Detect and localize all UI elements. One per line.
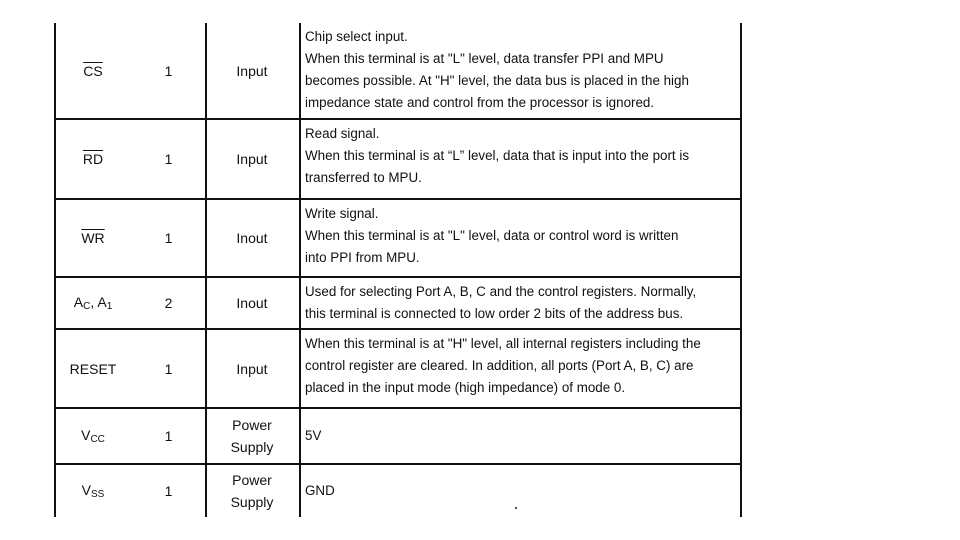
description-line: 5V xyxy=(305,428,322,443)
signal-name-cell xyxy=(54,409,132,463)
table-row xyxy=(54,23,742,118)
pin-description-table xyxy=(54,23,742,517)
signal-name-cell xyxy=(54,278,132,328)
io-type-label: Supply xyxy=(230,439,274,455)
pin-count: 1 xyxy=(164,483,173,499)
description-line: GND xyxy=(305,483,335,498)
io-type-label: Supply xyxy=(230,494,274,510)
io-type xyxy=(205,278,299,328)
io-type xyxy=(205,120,299,198)
table-row xyxy=(54,330,742,407)
description-line: impedance state and control from the processor is ignored. xyxy=(305,95,655,110)
io-type xyxy=(205,23,299,118)
io-type-label: Input xyxy=(236,62,268,79)
description-line: When this terminal is at "H" level, all internal registers including the xyxy=(305,336,701,351)
signal-name-cell xyxy=(54,465,132,517)
io-type xyxy=(205,330,299,407)
pin-count: 1 xyxy=(164,230,173,246)
io-type-label: Inout xyxy=(236,295,268,311)
io-type-label: Input xyxy=(236,360,268,377)
signal-name: $V_{CC}$ xyxy=(81,427,105,445)
signal-name: $\overline{CS}$ xyxy=(83,62,103,79)
io-type-label: Inout xyxy=(236,230,268,246)
description-line: into PPI from MPU. xyxy=(305,250,420,265)
io-type xyxy=(205,200,299,276)
pin-count: 2 xyxy=(164,295,173,311)
signal-name: $\overline{WR}$ xyxy=(81,230,105,246)
io-type-label: Input xyxy=(236,151,268,167)
signal-name-cell xyxy=(54,23,132,118)
pin-count: 1 xyxy=(164,428,173,444)
description-line: When this terminal is at "L" level, data or control word is written xyxy=(305,228,679,243)
io-type xyxy=(205,465,299,517)
description-line: When this terminal is at “L” level, data that is input into the port is xyxy=(305,148,690,163)
description-line: transferred to MPU. xyxy=(305,170,422,185)
signal-name: $V_{SS}$ xyxy=(81,482,105,500)
signal-name: RESET xyxy=(69,360,117,377)
description-cell xyxy=(305,330,741,407)
signal-name-cell xyxy=(54,330,132,407)
io-type-label: Power xyxy=(232,472,272,488)
scan-speck xyxy=(515,507,517,509)
description-line: Read signal. xyxy=(305,126,380,141)
description-cell xyxy=(305,278,741,328)
io-type-label: Power xyxy=(232,417,272,433)
signal-name: $A_C$, $A_1$ xyxy=(73,294,113,312)
table-row xyxy=(54,465,742,517)
table-row xyxy=(54,120,742,198)
description-line: becomes possible. At "H" level, the data bus is placed in the high xyxy=(305,73,689,88)
description-line: Used for selecting Port A, B, C and the control registers. Normally, xyxy=(305,284,697,299)
description-cell xyxy=(305,23,741,118)
description-cell xyxy=(305,465,741,517)
description-line: placed in the input mode (high impedance) of mode 0. xyxy=(305,380,626,395)
description-line: Write signal. xyxy=(305,206,379,221)
description-cell xyxy=(305,200,741,276)
description-cell xyxy=(305,409,741,463)
description-line: this terminal is connected to low order 2 bits of the address bus. xyxy=(305,306,684,321)
io-type xyxy=(205,409,299,463)
table-row xyxy=(54,200,742,276)
signal-name-cell xyxy=(54,120,132,198)
signal-name-cell xyxy=(54,200,132,276)
table-row xyxy=(54,409,742,463)
pin-count: 1 xyxy=(164,151,173,167)
description-line: control register are cleared. In addition, all ports (Port A, B, C) are xyxy=(305,358,694,373)
description-line: When this terminal is at "L" level, data transfer PPI and MPU xyxy=(305,51,664,66)
pin-count: 1 xyxy=(164,360,173,377)
table-row xyxy=(54,278,742,328)
signal-name: $\overline{RD}$ xyxy=(82,151,104,167)
description-line: Chip select input. xyxy=(305,29,408,44)
pin-count: 1 xyxy=(164,62,173,79)
description-cell xyxy=(305,120,741,198)
